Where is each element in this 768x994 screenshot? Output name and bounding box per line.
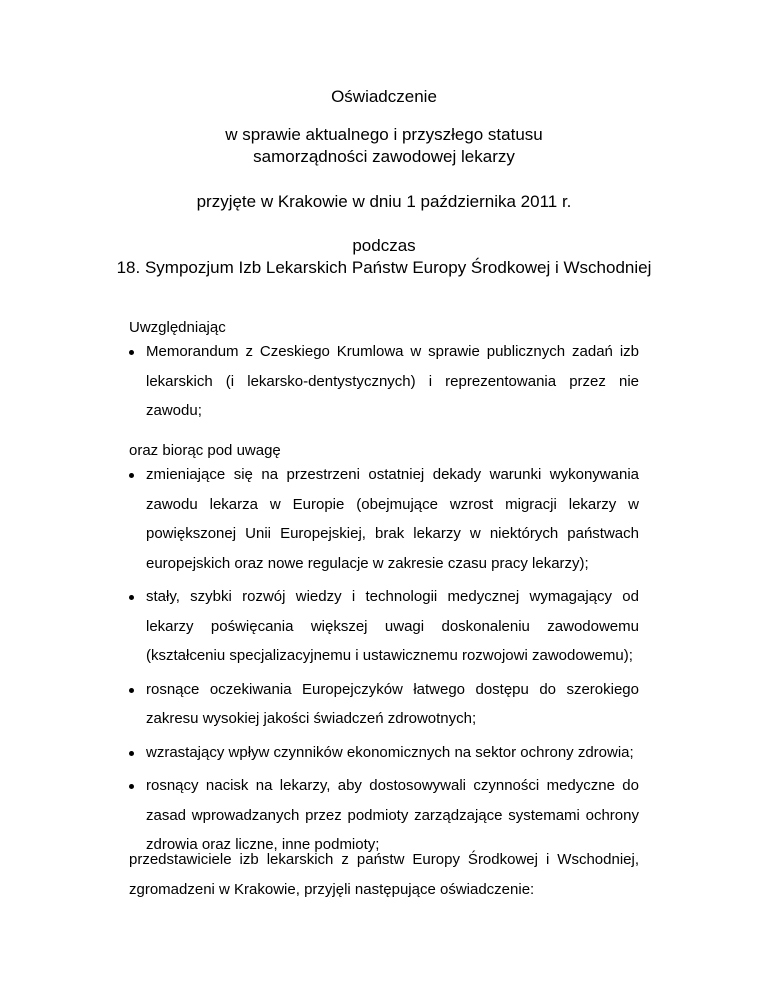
- section2-intro: oraz biorąc pod uwagę: [129, 442, 281, 459]
- subject-line-2: samorządności zawodowej lekarzy: [253, 147, 515, 166]
- bullet-icon: [129, 751, 134, 756]
- section1-intro: Uwzględniając: [129, 319, 226, 336]
- list-item-text: wzrastający wpływ czynników ekonomicznych na sektor ochrony zdrowia;: [146, 743, 634, 761]
- bullet-icon: [129, 473, 134, 478]
- list-item: [129, 738, 639, 768]
- bullet-icon: [129, 784, 134, 789]
- list-item: [129, 582, 639, 671]
- bullet-icon: [129, 595, 134, 600]
- list-item-text: Memorandum z Czeskiego Krumlowa w sprawie publicznych zadań izb lekarskich (i lekarsko-dentystycznych) i reprezentowania przez nie zawodu;: [146, 343, 639, 419]
- bullet-icon: [129, 350, 134, 355]
- section1-list: [129, 337, 639, 430]
- adoption-line: przyjęte w Krakowie w dniu 1 października 2011 r.: [196, 192, 572, 211]
- document-title: Oświadczenie: [331, 87, 437, 106]
- list-item: [129, 337, 639, 426]
- subject-line-1: w sprawie aktualnego i przyszłego statusu: [225, 125, 543, 144]
- during-line: podczas: [352, 236, 416, 255]
- event-line: 18. Sympozjum Izb Lekarskich Państw Europy Środkowej i Wschodniej: [116, 258, 652, 277]
- list-item: [129, 675, 639, 734]
- list-item-text: zmieniające się na przestrzeni ostatniej dekady warunki wykonywania zawodu lekarza w Europie (obejmujące wzrost migracji lekarzy w powiększonej Unii Europejskiej, brak lekarzy w niektórych państwach europejskich oraz nowe regulacje w zakresie czasu pracy lekarzy);: [146, 466, 639, 572]
- list-item-text: stały, szybki rozwój wiedzy i technologii medycznej wymagający od lekarzy poświęcania większej uwagi doskonaleniu zawodowemu (kształceniu specjalizacyjnemu i ustawicznemu rozwojowi zawodowemu);: [146, 588, 639, 664]
- list-item-text: rosnące oczekiwania Europejczyków łatwego dostępu do szerokiego zakresu wysokiej jakości świadczeń zdrowotnych;: [146, 680, 639, 727]
- bullet-icon: [129, 688, 134, 693]
- closing-paragraph: przedstawiciele izb lekarskich z państw Europy Środkowej i Wschodniej, zgromadzeni w Krakowie, przyjęli następujące oświadczenie:: [129, 851, 639, 898]
- list-item-text: rosnący nacisk na lekarzy, aby dostosowywali czynności medyczne do zasad wprowadzanych przez podmioty zarządzające systemami ochrony zdrowia oraz liczne, inne podmioty;: [146, 777, 639, 853]
- list-item: [129, 460, 639, 578]
- section2-list: [129, 460, 639, 864]
